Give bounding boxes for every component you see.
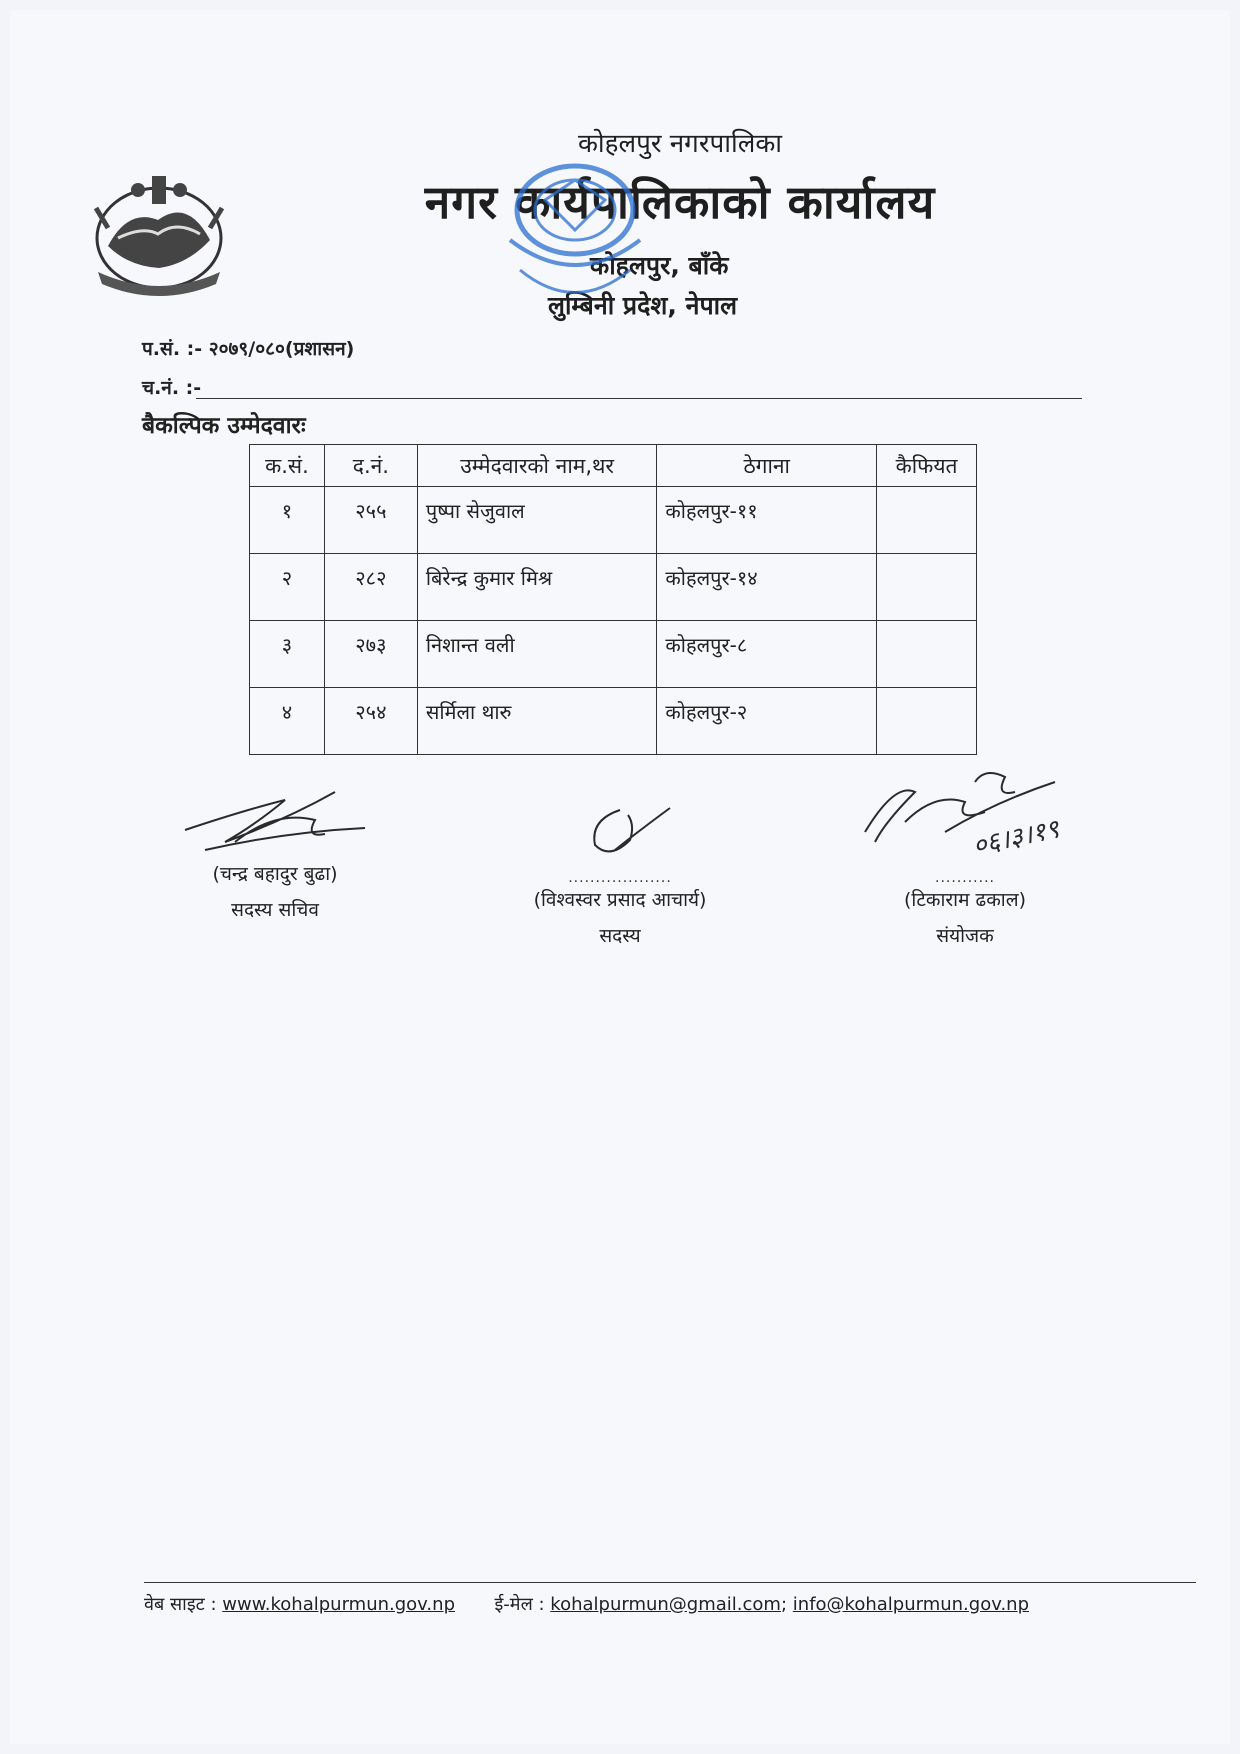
column-header-address: ठेगाना [657, 445, 877, 487]
handwritten-signature [560, 800, 680, 870]
cell-address: कोहलपुर-११ [657, 487, 877, 554]
signature-dotted-line: ................... [568, 870, 672, 886]
cell-reg-no: २५४ [324, 688, 417, 755]
municipality-name: कोहलपुर नगरपालिका [577, 129, 783, 159]
cell-serial: ४ [250, 688, 325, 755]
signature-dotted-line: ........... [935, 870, 995, 886]
column-header-name: उम्मेदवारको नाम,थर [417, 445, 657, 487]
cell-remarks [877, 688, 977, 755]
cell-address: कोहलपुर-८ [657, 621, 877, 688]
cell-name: सर्मिला थारु [417, 688, 657, 755]
nepal-emblem-icon [88, 168, 230, 296]
signatory-position: सदस्य सचिव [231, 899, 319, 921]
cell-name: निशान्त वली [417, 621, 657, 688]
signatory-position: संयोजक [936, 925, 994, 947]
table-row [250, 621, 977, 688]
cell-name: बिरेन्द्र कुमार मिश्र [417, 554, 657, 621]
email-link-info[interactable]: info@kohalpurmun.gov.np [792, 1594, 1030, 1615]
letter-number: प.सं. :- २०७९/०८०(प्रशासन) [142, 338, 355, 360]
signature-date: ०६।३।१९ [970, 814, 1062, 862]
cell-address: कोहलपुर-१४ [657, 554, 877, 621]
office-province: लुम्बिनी प्रदेश, नेपाल [548, 291, 738, 320]
cell-serial: २ [250, 554, 325, 621]
handwritten-signature [165, 780, 385, 870]
website-link[interactable]: www.kohalpurmun.gov.np [222, 1594, 455, 1615]
signature-block-secretary [155, 858, 395, 922]
cell-reg-no: २७३ [324, 621, 417, 688]
website-label: वेब साइट : [144, 1594, 217, 1615]
table-header-row [250, 445, 977, 487]
cell-reg-no: २८२ [324, 554, 417, 621]
table-row [250, 688, 977, 755]
cell-remarks [877, 554, 977, 621]
column-header-reg-no: द.नं. [324, 445, 417, 487]
dispatch-number: च.नं. :- [142, 377, 202, 399]
cell-remarks [877, 487, 977, 554]
column-header-serial: क.सं. [250, 445, 325, 487]
email-separator: ; [780, 1594, 788, 1615]
signatory-name: (चन्द्र बहादुर बुढा) [212, 863, 338, 885]
cell-serial: ३ [250, 621, 325, 688]
column-header-remarks: कैफियत [877, 445, 977, 487]
office-seal-stamp [490, 140, 660, 330]
section-title: बैकल्पिक उम्मेदवारः [142, 413, 306, 439]
signature-block-coordinator [845, 870, 1085, 948]
footer-divider [144, 1582, 1196, 1583]
signatory-name: (टिकाराम ढकाल) [903, 889, 1027, 911]
signature-block-member [500, 870, 740, 948]
table-row [250, 487, 977, 554]
email-link-gmail[interactable]: kohalpurmun@gmail.com [550, 1594, 781, 1615]
candidates-table [249, 444, 977, 755]
cell-serial: १ [250, 487, 325, 554]
signatory-position: सदस्य [599, 925, 641, 947]
cell-name: पुष्पा सेजुवाल [417, 487, 657, 554]
office-location: कोहलपुर, बाँके [590, 251, 729, 280]
email-label: ई-मेल : [494, 1594, 545, 1615]
table-row [250, 554, 977, 621]
office-title: नगर कार्यपालिकाको कार्यालय [424, 175, 936, 229]
cell-reg-no: २५५ [324, 487, 417, 554]
cell-address: कोहलपुर-२ [657, 688, 877, 755]
signatory-name: (विश्वस्वर प्रसाद आचार्य) [533, 889, 707, 911]
header-divider [196, 398, 1082, 399]
cell-remarks [877, 621, 977, 688]
footer [144, 1592, 1029, 1616]
